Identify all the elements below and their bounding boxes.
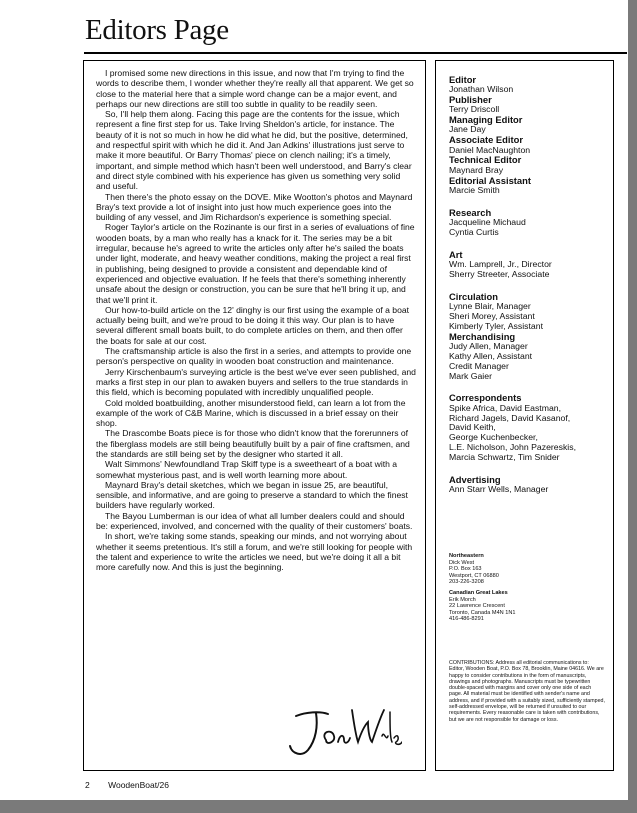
staff-name: Spike Africa, David Eastman, <box>449 402 562 413</box>
masthead-heading: Correspondents <box>449 392 522 404</box>
staff-name: Jonathan Wilson <box>449 84 514 95</box>
office-line: P.O. Box 163 <box>449 566 482 573</box>
essay-paragraph: Maynard Bray's detail sketches, which we began in issue 25, are beautiful, sensible, and informative, and are going to preserve a standard to which the finest builders have regularly worked. <box>96 479 408 511</box>
staff-name: George Kuchenbecker, <box>449 432 538 443</box>
page-number: 2 <box>85 780 90 790</box>
masthead-heading: Research <box>449 206 492 218</box>
masthead-heading: Editorial Assistant <box>449 174 531 186</box>
editorial-essay <box>96 68 416 573</box>
staff-name: Jacqueline Michaud <box>449 216 526 227</box>
masthead-heading: Managing Editor <box>449 114 523 126</box>
office-line: Dick West <box>449 559 475 566</box>
essay-paragraph: The Drascombe Boats piece is for those who didn't know that the forerunners of the fiberglass models are still being beautifully built by a pair of fine craftsmen, and the standards are still being set by the designer who started it all. <box>96 428 410 459</box>
staff-name: Lynne Blair, Manager <box>449 300 531 311</box>
masthead-heading: Technical Editor <box>449 154 522 166</box>
page-title: Editors Page <box>85 14 229 46</box>
masthead-heading: Merchandising <box>449 330 516 342</box>
essay-paragraph: I promised some new directions in this issue, and now that I'm trying to find the words to describe them, I wonder whether they're really all that apparent. We get so close to the material here that a simple word change can be a major event, and perhaps our new directions are still too subtle in quality to be readily seen. <box>96 68 414 109</box>
staff-name: Kimberly Tyler, Assistant <box>449 320 543 331</box>
contributions-notice: CONTRIBUTIONS: Address all editorial communications to: Editor, Wooden Boat, P.O. Box 78, Brooklin, Maine 04616. We are happy to consider contributions in the form of manuscripts, drawings and photographs. Manuscripts must be typewritten double-spaced with margins and cover only one side of each page. All material must be identified with sender's name and address, and if provided with a suitably sized, sufficiently stamped, self-addressed envelope, will be returned if unsuited to our requirements. Every reasonable care is taken with contributions, but we are not responsible for damage or loss. <box>449 660 605 723</box>
staff-name: Judy Allen, Manager <box>449 340 528 351</box>
staff-name: L.E. Nicholson, John Pazereskis, <box>449 442 576 453</box>
issue-label: WoodenBoat/26 <box>108 780 169 790</box>
masthead-heading: Advertising <box>449 474 501 486</box>
masthead-heading: Editor <box>449 74 477 85</box>
masthead-heading: Associate Editor <box>449 134 523 146</box>
editor-signature <box>282 702 402 760</box>
essay-paragraph: Jerry Kirschenbaum's surveying article is the best we've ever seen published, and marks a first step in our plan to awaken buyers and sellers to the true standards in this field, which is becoming populated with incredibly unqualified people. <box>96 366 416 398</box>
office-line: 203-226-3208 <box>449 579 484 586</box>
essay-paragraph: So, I'll help them along. Facing this page are the contents for the issue, which represent a fine first step for us. Take Irving Sheldon's article, for instance. The beauty of it is not so much in how he did what he did, but the positive, determined, and respectful spirit with which he did it. And Jan Adkins' illustrations just serve to make it more beautiful. Or Barry Thomas' piece on clench nailing; it's a timely, important, and simple method which hasn't been well understood, and Barry's clear and direct style combined with his experience has given us something very solid and useful. <box>96 109 412 192</box>
staff-name: Kathy Allen, Assistant <box>449 350 533 361</box>
essay-paragraph: In short, we're taking some stands, speaking our minds, and not worrying about whether it seems pretentious. It's still a forum, and we're still looking for people with the talent and experience to write the articles we need, but we're doing it all a bit more carefully now. And this is just the beginning. <box>96 531 413 573</box>
essay-paragraph: Then there's the photo essay on the DOVE. Mike Wootton's photos and Maynard Bray's text provide a lot of insight into just how much experience goes into the building of any vessel, and Jim Richardson's experience is something special. <box>96 191 413 223</box>
page-footer <box>85 780 169 790</box>
staff-name: Marcia Schwartz, Tim Snider <box>449 452 560 463</box>
office-heading: Northeastern <box>449 553 484 559</box>
staff-name: Cyntia Curtis <box>449 226 499 237</box>
essay-paragraph: The craftsmanship article is also the first in a series, and attempts to provide one person's perspective on quality in wooden boat construction and maintenance. <box>96 346 412 367</box>
staff-name: Jane Day <box>449 124 486 135</box>
office-line: Toronto, Canada M4N 1N1 <box>449 609 516 616</box>
essay-paragraph: The Bayou Lumberman is our idea of what all lumber dealers could and should be: experienced, involved, and concerned with the quality of their customers' boats. <box>96 510 413 532</box>
staff-name: Marcie Smith <box>449 184 500 195</box>
staff-name: Mark Gaier <box>449 370 492 381</box>
advertising-offices <box>449 553 609 623</box>
office-line: Erik Morch <box>449 596 476 603</box>
masthead-heading: Art <box>449 248 463 260</box>
masthead-heading: Circulation <box>449 290 498 302</box>
staff-name: Sheri Morey, Assistant <box>449 310 535 321</box>
essay-paragraph: Cold molded boatbuilding, another misunderstood field, can learn a lot from the example of the work of C&B Marine, which is discussed in a brief essay on their shop. <box>96 397 406 429</box>
office-line: 416-486-8291 <box>449 616 484 623</box>
staff-name: David Keith, <box>449 422 496 433</box>
staff-name: Credit Manager <box>449 360 509 371</box>
title-rule <box>84 52 627 54</box>
staff-name: Daniel MacNaughton <box>449 144 531 155</box>
masthead <box>449 75 609 495</box>
essay-paragraph: Walt Simmons' Newfoundland Trap Skiff type is a sweetheart of a boat with a somewhat mysterious past, and is well worth learning more about. <box>96 459 398 480</box>
staff-name: Maynard Bray <box>449 164 504 175</box>
staff-name: Richard Jagels, David Kasanof, <box>449 412 571 423</box>
staff-name: Ann Starr Wells, Manager <box>449 484 549 495</box>
office-line: Westport, CT 06880 <box>449 572 499 579</box>
office-heading: Canadian Great Lakes <box>449 589 508 596</box>
essay-paragraph: Roger Taylor's article on the Rozinante is our first in a series of evaluations of fine wooden boats, by a man who really has a knack for it. The series may be a bit irregular, because he's agreed to write the articles only after he's sailed the boats under light, moderate, and heavy weather conditions, making the project a real first in publishing, being designed to provide a consistent and dependable kind of experienced and objective evaluation. If he feels that there's something inherently unsafe about the design or construction, you can be sure that he'll bring it up, and that we'll print it. <box>96 222 415 305</box>
masthead-heading: Publisher <box>449 94 492 106</box>
essay-paragraph: Our how-to-build article on the 12' dinghy is our first using the example of a boat actually being built, and we're proud to be doing it this way. Our plan is to have several different small boats built, to do complete articles on them, and then offer the boats for sale at our cost. <box>96 304 410 346</box>
staff-name: Wm. Lamprell, Jr., Director <box>449 258 552 269</box>
office-line: 22 Lawrence Crescent <box>449 603 505 610</box>
staff-name: Terry Driscoll <box>449 104 500 115</box>
staff-name: Sherry Streeter, Associate <box>449 268 550 279</box>
